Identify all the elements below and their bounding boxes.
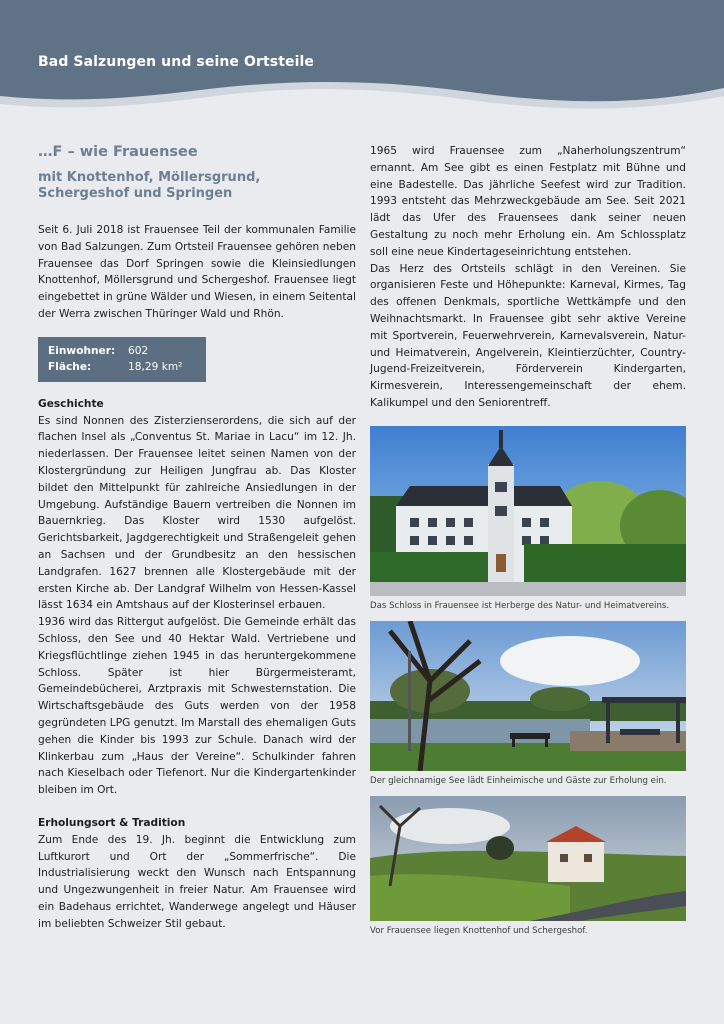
- castle-photo: [370, 426, 686, 596]
- hamlet-photo: [370, 796, 686, 921]
- history-title: Geschichte: [38, 397, 104, 410]
- facts-row-area: [48, 359, 196, 375]
- facts-box: [38, 337, 206, 382]
- castle-photo-caption: Das Schloss in Frauensee ist Herberge des Natur- und Heimatvereins.: [370, 600, 670, 611]
- right-paragraph-1: 1965 wird Frauensee zum „Naherholungszentrum“ ernannt. Am See gibt es einen Festplatz mit Bühne und eine Badestelle. Das jährliche Seefest wird zur Tradition. 1993 entsteht das Mehrzweckgebäude am See. Seit 2021 lädt das Ufer des Frauensees dank seiner neuen Gestaltung zu noch mehr Erholung ein. Am Schlossplatz soll eine neue Kindertageseinrichtung entstehen.: [370, 145, 686, 258]
- hamlet-photo-caption: Vor Frauensee liegen Knottenhof und Schergeshof.: [370, 925, 588, 936]
- lake-photo-caption: Der gleichnamige See lädt Einheimische und Gäste zur Erholung ein.: [370, 775, 667, 786]
- history-paragraph-2: 1936 wird das Rittergut aufgelöst. Die Gemeinde erhält das Schloss, den See und 40 Hektar Wald. Vertriebene und Kriegsflüchtlinge ziehen 1945 in das heruntergekommene Schloss. Später ist hier Bürgermeisteramt, Gemeindebücherei, Arztpraxis mit Schwesternstation. Die Wirtschaftsgebäude des Guts werden von der 1958 gegründeten LPG genutzt. Im Marstall des ehemaligen Guts gehen die Kinder bis 1993 zur Schule. Danach wird der Klinkerbau zum „Haus der Vereine“. Schulkinder fahren nach Kieselbach oder Tiefenort. Nur die Kindergartenkinder bleiben im Ort.: [38, 616, 356, 797]
- area-value: 18,29 km²: [128, 360, 183, 373]
- page-header-title: Bad Salzungen und seine Ortsteile: [38, 54, 314, 70]
- right-paragraph-2: Das Herz des Ortsteils schlägt in den Vereinen. Sie organisieren Feste und Höhepunkte: Karneval, Kirmes, Tag des offenen Denkmals, sportliche Wettkämpfe und den Weihnachtsmarkt. In Frauensee gibt sehr aktive Vereine mit Sportverein, Feuerwehrverein, Karnevalsverein, Natur- und Heimatverein, Angelverein, Kleintierzüchter, Country-Jugend-Freizeitverein, Förderverein Kindergarten, Kirmesverein, Interessengemeinschaft der ehem. Kalikumpel und den Seniorentreff.: [370, 262, 686, 409]
- facts-row-residents: [48, 343, 196, 359]
- lake-photo: [370, 621, 686, 771]
- residents-label: Einwohner:: [48, 344, 116, 357]
- article-subheading: mit Knottenhof, Möllersgrund, Schergeshof und Springen: [38, 170, 261, 201]
- history-paragraph-1: Es sind Nonnen des Zisterzienserordens, die sich auf der flachen Insel als „Conventus St. Mariae in Lacu“ im 12. Jh. niederlassen. Der Frauensee leitet seinen Namen von der Klostergründung zur Heiligen Jungfrau ab. Das Kloster bildet den Mittelpunkt für zahlreiche Ansiedlungen in der Umgebung. Aufständige Bauern vertreiben die Nonnen im Bauernkrieg. Das Kloster wird 1530 aufgelöst. Gerichtsbarkeit, Jagdgerechtigkeit und Straßengeleit gehen an Sachsen und der Grundbesitz an den hessischen Landgrafen. 1627 brennen alle Klostergebäude mit der ersten Kirche ab. Der Landgraf Wilhelm von Hessen-Kassel lässt 1634 ein Amtshaus auf der Klosterinsel erbauen.: [38, 414, 356, 612]
- area-label: Fläche:: [48, 360, 92, 373]
- header-band: [0, 0, 724, 130]
- residents-value: 602: [128, 344, 149, 357]
- recreation-paragraph: Zum Ende des 19. Jh. beginnt die Entwicklung zum Luftkurort und Ort der „Sommerfrische“. Die Industrialisierung weckt den Wunsch nach Entspannung und Ungezwungenheit in freier Natur. Am Frauensee wird ein Badehaus errichtet, Wanderwege angelegt und Häuser im beliebten Schweizer Stil gebaut.: [38, 833, 356, 930]
- article-heading: …F – wie Frauensee: [38, 144, 198, 160]
- intro-paragraph: Seit 6. Juli 2018 ist Frauensee Teil der kommunalen Familie von Bad Salzungen. Zum Ortsteil Frauensee gehören neben Frauensee das Dorf Springen sowie die Kleinsiedlungen Knottenhof, Möllersgrund und Schergeshof. Frauensee liegt eingebettet in grüne Wälder und Wiesen, in einem Seitental der Werra zwischen Thüringer Wald und Rhön.: [38, 224, 356, 320]
- left-column: [38, 143, 356, 932]
- right-column: [370, 143, 686, 937]
- recreation-title: Erholungsort & Tradition: [38, 816, 186, 829]
